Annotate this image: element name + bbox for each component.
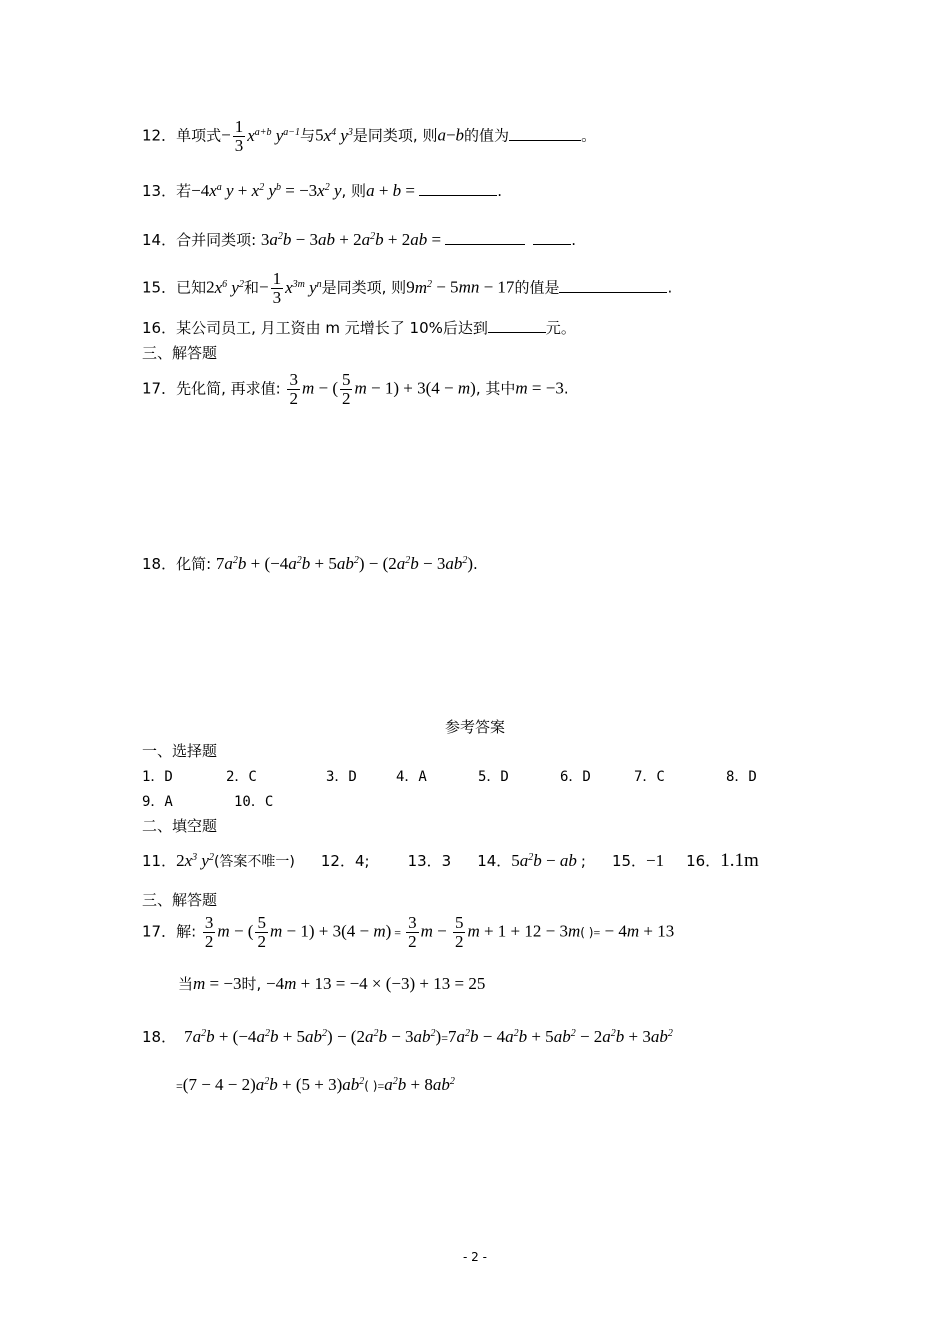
question-number: 15． — [142, 278, 177, 297]
fill-answers-row: 11．$2x^3$ $y^2$(答案不唯一) 12．4; 13．3 14．$5a^2b$ − ab ; 15．−1 16．1.1m — [142, 850, 759, 871]
answer-blank — [445, 230, 525, 245]
question-number: 17． — [142, 379, 177, 398]
question-14: 14．合并同类项: $3a^2b - 3ab + 2a^2b + 2ab$ = . — [142, 230, 577, 249]
answer-17: 17．解: $\frac{3}{2}$ m − ( $\frac{5}{2}$ m − 1) + 3(4 − m) = $\frac{3}{2}$ m − $\frac{5}{2}$ m + 1 + 12 − 3m( )= − 4m + 13 — [142, 913, 675, 951]
question-12: 12．单项式− $\frac{1}{3}$ $x^{a+b}$ $y^{a-1}$与$5x^4$ $y^3$是同类项, 则a−b的值为 。 — [142, 117, 597, 155]
fraction: $\frac{1}{3}$ — [234, 117, 244, 155]
choice-answers-row: 9．A 10．C — [142, 794, 274, 810]
fraction: $\frac{5}{2}$ — [341, 370, 351, 408]
answer-blank — [533, 230, 571, 245]
answer-blank — [559, 278, 667, 293]
question-18: 18．化简: $7a^2b + (-4a^2b + 5ab^2) - (2a^2b - 3ab^2)$. — [142, 554, 478, 573]
question-number: 13． — [142, 182, 177, 200]
page-number: - 2 - — [463, 1250, 487, 1264]
question-16: 16．某公司员工, 月工资由 m 元增长了 10%后达到 元。 — [142, 319, 576, 337]
question-number: 16． — [142, 319, 177, 337]
fraction: $\frac{3}{2}$ — [289, 370, 298, 408]
answer-blank — [509, 126, 581, 141]
answers-title: 参考答案 — [444, 718, 505, 736]
section-heading: 三、解答题 — [142, 344, 218, 362]
question-number: 12． — [142, 126, 177, 145]
question-13: 13．若$-4x^a$ $y + x^2$ $y^b = -3x^2$ y, 则a + b = . — [142, 181, 503, 200]
answer-18-simplified: $=(7 - 4 - 2)a^2b + (5 + 3)ab^2$( )$=a^2b + 8ab^2$ — [176, 1075, 455, 1094]
question-number: 18． — [142, 555, 177, 573]
answer-blank — [488, 318, 546, 333]
answer-17-evaluation: 当m = −3时, −4m + 13 = −4 × (−3) + 13 = 25 — [178, 974, 486, 993]
section-heading: 二、填空题 — [142, 817, 218, 835]
section-heading: 一、选择题 — [142, 742, 218, 760]
section-heading: 三、解答题 — [142, 891, 218, 909]
question-number: 14． — [142, 231, 177, 249]
fraction: $\frac{1}{3}$ — [272, 269, 282, 307]
answer-18: 18． $7a^2b + (-4a^2b + 5ab^2) - (2a^2b - 3ab^2)=7a^2b - 4a^2b + 5ab^2 - 2a^2b + 3ab^2$ — [142, 1027, 673, 1046]
question-15: 15．已知$2x^6$ $y^2$和− $\frac{1}{3}$ $x^{3m}$ $y^n$是同类项, 则$9m^2 - 5mn - 17$的值是 . — [142, 269, 673, 307]
answer-blank — [419, 181, 497, 196]
choice-answers-row: 1．D 2．C 3．D 4．A 5．D 6．D 7．C 8．D — [142, 769, 757, 785]
question-17: 17．先化简, 再求值: $\frac{3}{2}$ m − ( $\frac{5}{2}$ m − 1) + 3(4 − m), 其中m = −3. — [142, 370, 569, 408]
